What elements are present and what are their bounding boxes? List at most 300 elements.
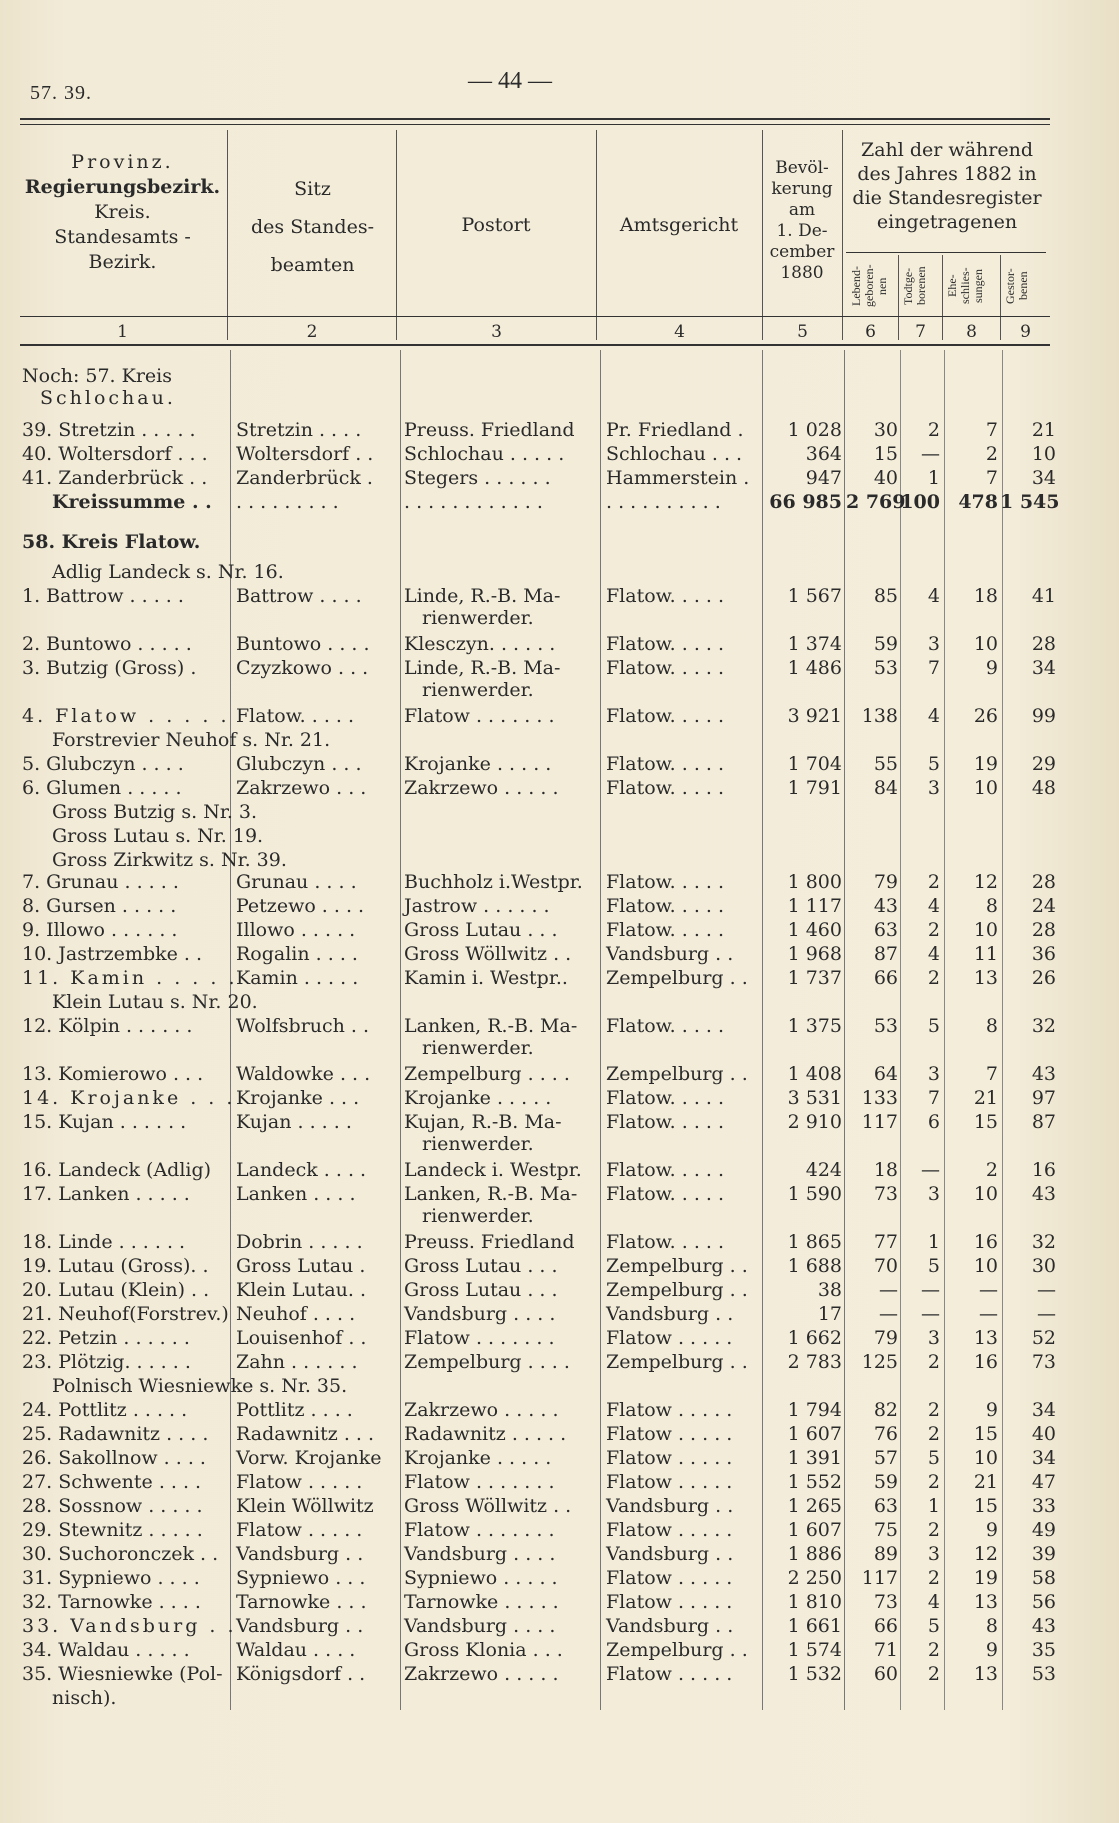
- table-cell: Pottlitz . . . .: [236, 1399, 353, 1421]
- table-cell: Gross Lutau .: [236, 1255, 366, 1277]
- table-cell: 4: [927, 705, 940, 727]
- table-cell: 40. Woltersdorf . . .: [22, 443, 208, 465]
- header-line: Bevöl-: [775, 158, 829, 178]
- header-line: cember: [769, 242, 835, 262]
- table-cell: 11: [973, 943, 998, 965]
- table-row: [0, 1494, 1119, 1518]
- header-line: des Standes-: [251, 216, 374, 238]
- table-cell: 34. Waldau . . . . .: [22, 1639, 190, 1661]
- table-cell: Kujan, R.-B. Ma-: [404, 1111, 562, 1133]
- table-cell: 16: [973, 1231, 998, 1253]
- table-cell: 38: [817, 1279, 842, 1301]
- header-province: [20, 150, 225, 275]
- table-cell: 39: [1031, 1543, 1056, 1565]
- table-cell: nisch).: [52, 1687, 117, 1709]
- table-cell: 24. Pottlitz . . . . .: [22, 1399, 188, 1421]
- table-cell: 36: [1031, 943, 1056, 965]
- header-deaths: Gestor-benen: [1003, 268, 1030, 304]
- table-cell: 43: [1031, 1063, 1056, 1085]
- table-cell: Flatow. . . . .: [606, 1111, 725, 1133]
- table-cell: Flatow. . . . .: [606, 1231, 725, 1253]
- table-cell: Flatow. . . . .: [606, 753, 725, 775]
- table-row: [0, 1230, 1119, 1254]
- table-cell: —: [921, 1279, 940, 1301]
- header-group: [844, 138, 1050, 234]
- table-cell: Gross Lutau . . .: [404, 1255, 558, 1277]
- table-cell: 2: [985, 1159, 998, 1181]
- table-cell: Flatow . . . . . . .: [404, 1327, 555, 1349]
- table-cell: 5: [927, 1255, 940, 1277]
- table-cell: 24: [1031, 895, 1056, 917]
- table-cell: 2 910: [787, 1111, 842, 1133]
- table-cell: Polnisch Wiesniewke s. Nr. 35.: [52, 1375, 348, 1397]
- table-cell: 49: [1031, 1519, 1056, 1541]
- table-row: [0, 824, 1119, 848]
- table-cell: 1 737: [787, 967, 842, 989]
- table-cell: 10: [973, 1183, 998, 1205]
- table-cell: Gross Wöllwitz . .: [404, 1495, 572, 1517]
- table-cell: Flatow. . . . .: [606, 1087, 725, 1109]
- table-cell: Illowo . . . . .: [236, 919, 356, 941]
- table-cell: 15: [973, 1495, 998, 1517]
- table-cell: 1 607: [787, 1519, 842, 1541]
- table-row: [0, 1302, 1119, 1326]
- header-line: Provinz.: [71, 151, 174, 173]
- table-cell: Flatow . . . . . . .: [404, 705, 555, 727]
- table-cell: 13: [973, 1591, 998, 1613]
- header-line: Kreis.: [94, 201, 151, 223]
- table-cell: 55: [873, 753, 898, 775]
- table-cell: 6: [927, 1111, 940, 1133]
- table-row: [0, 1374, 1119, 1398]
- table-cell: Louisenhof . .: [236, 1327, 367, 1349]
- table-cell: Zempelburg . .: [606, 1279, 748, 1301]
- table-cell: Vandsburg . . . .: [404, 1303, 556, 1325]
- table-cell: Flatow. . . . .: [606, 585, 725, 607]
- table-cell: Vandsburg . .: [606, 943, 734, 965]
- table-cell: 3: [927, 1183, 940, 1205]
- table-cell: 66 985: [769, 491, 842, 513]
- table-cell: Preuss. Friedland: [404, 1231, 575, 1253]
- table-cell: 12. Kölpin . . . . . .: [22, 1015, 193, 1037]
- table-cell: 1 865: [787, 1231, 842, 1253]
- table-cell: Zakrzewo . . .: [236, 777, 367, 799]
- table-cell: 4. Flatow . . . . .: [22, 705, 230, 727]
- table-cell: Kamin i. Westpr..: [404, 967, 568, 989]
- table-row: [0, 632, 1119, 656]
- table-cell: 8: [985, 1615, 998, 1637]
- table-row: [0, 848, 1119, 872]
- table-cell: 12: [973, 1543, 998, 1565]
- table-cell: 5: [927, 1447, 940, 1469]
- table-cell: 2: [927, 1663, 940, 1685]
- table-cell: 41. Zanderbrück . .: [22, 467, 208, 489]
- table-cell: —: [879, 1303, 898, 1325]
- table-cell: 1 532: [787, 1663, 842, 1685]
- table-cell: —: [979, 1303, 998, 1325]
- table-row: [0, 1278, 1119, 1302]
- header-population: [763, 158, 841, 284]
- table-cell: Flatow. . . . .: [606, 919, 725, 941]
- table-row: [0, 1036, 1119, 1060]
- table-cell: Sypniewo . . .: [236, 1567, 366, 1589]
- table-cell: 22. Petzin . . . . . .: [22, 1327, 190, 1349]
- table-cell: 8: [985, 895, 998, 917]
- table-cell: 27. Schwente . . . .: [22, 1471, 202, 1493]
- table-cell: Preuss. Friedland: [404, 419, 575, 441]
- table-cell: 56: [1031, 1591, 1056, 1613]
- table-cell: Neuhof . . . .: [236, 1303, 356, 1325]
- header-line: Regierungsbezirk.: [24, 176, 221, 198]
- table-cell: 43: [1031, 1615, 1056, 1637]
- header-rule: [20, 344, 1050, 346]
- table-row: [0, 1398, 1119, 1422]
- table-cell: 30. Suchoronczek . .: [22, 1543, 219, 1565]
- column-number: 3: [491, 322, 502, 342]
- table-cell: 73: [1031, 1351, 1056, 1373]
- table-cell: 15: [973, 1423, 998, 1445]
- table-cell: 79: [873, 1327, 898, 1349]
- table-cell: Radawnitz . . .: [236, 1423, 375, 1445]
- table-cell: —: [921, 1303, 940, 1325]
- table-cell: 1 567: [787, 585, 842, 607]
- table-cell: 11. Kamin . . . . .: [22, 967, 238, 989]
- table-row: [0, 990, 1119, 1014]
- table-cell: 1: [927, 1495, 940, 1517]
- table-cell: 16. Landeck (Adlig): [22, 1159, 212, 1181]
- table-row: [0, 530, 1119, 554]
- column-number: 4: [674, 322, 685, 342]
- table-cell: Vandsburg . .: [236, 1543, 364, 1565]
- table-cell: 5: [927, 1615, 940, 1637]
- table-cell: 10: [1031, 443, 1056, 465]
- table-cell: 7: [927, 657, 940, 679]
- header-divider: [596, 130, 597, 340]
- table-row: [0, 1110, 1119, 1134]
- table-cell: 4: [927, 943, 940, 965]
- table-cell: Klesczyn. . . . . .: [404, 633, 556, 655]
- table-row: [0, 466, 1119, 490]
- header-line: kerung: [771, 179, 833, 199]
- table-cell: 10: [973, 633, 998, 655]
- top-rule-thin: [20, 124, 1050, 125]
- table-cell: 2: [927, 1399, 940, 1421]
- table-cell: 1 574: [787, 1639, 842, 1661]
- table-cell: Zahn . . . . . .: [236, 1351, 358, 1373]
- header-line: 1. De-: [776, 221, 828, 241]
- table-cell: Flatow . . . . .: [606, 1447, 733, 1469]
- table-cell: 1 704: [787, 753, 842, 775]
- table-row: [0, 490, 1119, 514]
- table-cell: 17. Lanken . . . . .: [22, 1183, 190, 1205]
- table-cell: Czyzkowo . . .: [236, 657, 369, 679]
- table-cell: Landeck . . . .: [236, 1159, 367, 1181]
- table-cell: Zempelburg . .: [606, 967, 748, 989]
- table-cell: 125: [861, 1351, 898, 1373]
- table-row: [0, 584, 1119, 608]
- table-cell: 13: [973, 1663, 998, 1685]
- table-cell: Lanken . . . .: [236, 1183, 356, 1205]
- table-cell: 1 810: [787, 1591, 842, 1613]
- table-row: [0, 418, 1119, 442]
- table-cell: 9: [985, 657, 998, 679]
- table-cell: Linde, R.-B. Ma-: [404, 657, 561, 679]
- table-row: [0, 364, 1119, 388]
- table-cell: 364: [805, 443, 842, 465]
- table-cell: 1: [927, 467, 940, 489]
- table-cell: 2: [927, 1351, 940, 1373]
- table-cell: 1 886: [787, 1543, 842, 1565]
- top-rule: [20, 118, 1050, 120]
- table-cell: 26. Sakollnow . . . .: [22, 1447, 206, 1469]
- table-cell: 1 028: [787, 419, 842, 441]
- table-cell: . . . . . . . . . .: [606, 491, 721, 513]
- table-cell: Pr. Friedland .: [606, 419, 744, 441]
- table-cell: 1 486: [787, 657, 842, 679]
- header-line: Standesamts - Bezirk.: [54, 226, 191, 273]
- table-cell: Klein Lutau. .: [236, 1279, 367, 1301]
- table-row: [0, 442, 1119, 466]
- table-cell: 18: [873, 1159, 898, 1181]
- table-cell: 21: [1031, 419, 1056, 441]
- table-cell: Schlochau . . .: [606, 443, 743, 465]
- table-cell: 23. Plötzig. . . . . .: [22, 1351, 191, 1373]
- table-cell: Stegers . . . . . .: [404, 467, 551, 489]
- table-cell: Waldau . . . .: [236, 1639, 356, 1661]
- table-cell: 3: [927, 1063, 940, 1085]
- table-cell: 2 250: [787, 1567, 842, 1589]
- table-row: [0, 1182, 1119, 1206]
- table-cell: Flatow . . . . . . .: [404, 1471, 555, 1493]
- table-cell: 82: [873, 1399, 898, 1421]
- table-row: [0, 870, 1119, 894]
- table-row: [0, 1518, 1119, 1542]
- table-cell: 32: [1031, 1015, 1056, 1037]
- table-cell: 6. Glumen . . . . .: [22, 777, 182, 799]
- table-cell: 133: [861, 1087, 898, 1109]
- table-cell: 87: [1031, 1111, 1056, 1133]
- header-stillbirths: Todtge-borenen: [901, 266, 928, 306]
- table-cell: 29: [1031, 753, 1056, 775]
- table-cell: Forstrevier Neuhof s. Nr. 21.: [52, 729, 331, 751]
- table-cell: Zempelburg . . . .: [404, 1063, 570, 1085]
- table-cell: 26: [1031, 967, 1056, 989]
- table-cell: 29. Stewnitz . . . . .: [22, 1519, 203, 1541]
- table-cell: rienwerder.: [422, 1037, 534, 1059]
- table-cell: rienwerder.: [422, 679, 534, 701]
- table-cell: 17: [817, 1303, 842, 1325]
- table-cell: Linde, R.-B. Ma-: [404, 585, 561, 607]
- table-cell: Vandsburg . .: [236, 1615, 364, 1637]
- table-cell: Flatow . . . . .: [606, 1399, 733, 1421]
- table-row: [0, 1326, 1119, 1350]
- table-cell: 3: [927, 1543, 940, 1565]
- table-cell: Vandsburg . .: [606, 1495, 734, 1517]
- table-cell: Klein Lutau s. Nr. 20.: [52, 991, 258, 1013]
- table-cell: 34: [1031, 1399, 1056, 1421]
- table-row: [0, 1422, 1119, 1446]
- table-cell: Grunau . . . .: [236, 871, 357, 893]
- table-cell: rienwerder.: [422, 1205, 534, 1227]
- table-cell: 1 800: [787, 871, 842, 893]
- table-cell: 1 545: [1000, 491, 1060, 513]
- table-cell: 25. Radawnitz . . . .: [22, 1423, 209, 1445]
- table-cell: 424: [805, 1159, 842, 1181]
- table-cell: 1 791: [787, 777, 842, 799]
- table-cell: 1 374: [787, 633, 842, 655]
- table-cell: 64: [873, 1063, 898, 1085]
- table-cell: 12: [973, 871, 998, 893]
- table-cell: Tarnowke . . . . .: [404, 1591, 559, 1613]
- table-cell: Flatow . . . . . . .: [404, 1519, 555, 1541]
- table-cell: 2: [927, 1639, 940, 1661]
- table-cell: 30: [873, 419, 898, 441]
- table-cell: Flatow . . . . .: [606, 1663, 733, 1685]
- table-cell: 34: [1031, 467, 1056, 489]
- table-row: [0, 560, 1119, 584]
- table-row: [0, 1614, 1119, 1638]
- header-line: 1880: [780, 263, 824, 283]
- table-cell: 9: [985, 1519, 998, 1541]
- table-cell: 3 921: [787, 705, 842, 727]
- table-cell: 7: [985, 419, 998, 441]
- table-cell: Flatow . . . . .: [606, 1591, 733, 1613]
- table-cell: 79: [873, 871, 898, 893]
- header-rule: [20, 316, 1050, 317]
- header-divider: [227, 130, 228, 340]
- table-cell: Zempelburg . .: [606, 1063, 748, 1085]
- table-cell: 41: [1031, 585, 1056, 607]
- table-cell: 33: [1031, 1495, 1056, 1517]
- table-cell: 47: [1031, 1471, 1056, 1493]
- table-cell: Stretzin . . . .: [236, 419, 362, 441]
- table-row: [0, 966, 1119, 990]
- table-cell: Flatow . . . . .: [606, 1471, 733, 1493]
- table-cell: 73: [873, 1591, 898, 1613]
- table-cell: 3: [927, 633, 940, 655]
- table-cell: 28: [1031, 871, 1056, 893]
- table-cell: Schlochau.: [40, 387, 176, 409]
- table-row: [0, 942, 1119, 966]
- table-cell: 1 662: [787, 1327, 842, 1349]
- table-cell: 59: [873, 1471, 898, 1493]
- table-cell: Wolfsbruch . .: [236, 1015, 370, 1037]
- table-cell: 2: [985, 443, 998, 465]
- table-row: [0, 1158, 1119, 1182]
- table-cell: 18: [973, 585, 998, 607]
- table-cell: 40: [873, 467, 898, 489]
- table-cell: Vandsburg . .: [606, 1615, 734, 1637]
- table-cell: 2: [927, 1519, 940, 1541]
- table-row: [0, 1132, 1119, 1156]
- table-row: [0, 1350, 1119, 1374]
- table-cell: 58: [1031, 1567, 1056, 1589]
- table-cell: 87: [873, 943, 898, 965]
- table-cell: 10: [973, 919, 998, 941]
- table-cell: 478: [958, 491, 998, 513]
- table-cell: 77: [873, 1231, 898, 1253]
- table-cell: Vorw. Krojanke: [236, 1447, 382, 1469]
- table-cell: Krojanke . . . . .: [404, 1087, 552, 1109]
- table-cell: Gross Lutau s. Nr. 19.: [52, 825, 264, 847]
- table-cell: 9: [985, 1399, 998, 1421]
- table-cell: Lanken, R.-B. Ma-: [404, 1015, 578, 1037]
- table-cell: 1 968: [787, 943, 842, 965]
- table-cell: 100: [900, 491, 940, 513]
- column-number: 2: [306, 322, 318, 342]
- table-cell: 2: [927, 919, 940, 941]
- table-cell: 9: [985, 1639, 998, 1661]
- table-cell: Flatow. . . . .: [236, 705, 355, 727]
- table-cell: 1 265: [787, 1495, 842, 1517]
- table-cell: 4: [927, 895, 940, 917]
- table-cell: 1 117: [787, 895, 842, 917]
- table-cell: Kujan . . . . .: [236, 1111, 352, 1133]
- table-cell: 18. Linde . . . . . .: [22, 1231, 186, 1253]
- table-cell: Zakrzewo . . . . .: [404, 1399, 559, 1421]
- table-cell: 43: [1031, 1183, 1056, 1205]
- table-cell: Hammerstein .: [606, 467, 750, 489]
- table-cell: Kamin . . . . .: [236, 967, 359, 989]
- table-cell: 39. Stretzin . . . . .: [22, 419, 196, 441]
- table-cell: 60: [873, 1663, 898, 1685]
- table-cell: 2 783: [787, 1351, 842, 1373]
- table-row: [0, 1566, 1119, 1590]
- table-cell: Adlig Landeck s. Nr. 16.: [52, 561, 284, 583]
- table-row: [0, 1446, 1119, 1470]
- table-cell: 3 531: [787, 1087, 842, 1109]
- table-cell: 10: [973, 1447, 998, 1469]
- table-cell: 947: [805, 467, 842, 489]
- table-cell: Flatow . . . . .: [606, 1519, 733, 1541]
- header-postort: Postort: [461, 214, 531, 236]
- table-cell: 117: [861, 1111, 898, 1133]
- table-cell: . . . . . . . . . . . .: [404, 491, 543, 513]
- table-cell: 1 661: [787, 1615, 842, 1637]
- table-cell: 1 391: [787, 1447, 842, 1469]
- table-cell: 1 375: [787, 1015, 842, 1037]
- table-cell: Waldowke . . .: [236, 1063, 371, 1085]
- table-cell: 15: [973, 1111, 998, 1133]
- table-cell: 15. Kujan . . . . . .: [22, 1111, 187, 1133]
- table-cell: Landeck i. Westpr.: [404, 1159, 582, 1181]
- table-cell: Krojanke . . . . .: [404, 753, 552, 775]
- table-cell: Gross Zirkwitz s. Nr. 39.: [52, 849, 287, 871]
- table-cell: Schlochau . . . . .: [404, 443, 565, 465]
- table-cell: Radawnitz . . . . .: [404, 1423, 567, 1445]
- table-cell: Dobrin . . . . .: [236, 1231, 363, 1253]
- table-cell: Vandsburg . . . .: [404, 1543, 556, 1565]
- table-cell: 66: [873, 967, 898, 989]
- table-cell: 53: [1031, 1663, 1056, 1685]
- table-cell: Zakrzewo . . . . .: [404, 1663, 559, 1685]
- table-cell: Kreissumme . .: [52, 491, 212, 513]
- table-cell: 28: [1031, 919, 1056, 941]
- table-cell: 3. Butzig (Gross) .: [22, 657, 197, 679]
- table-cell: 1 590: [787, 1183, 842, 1205]
- table-cell: Buchholz i.Westpr.: [404, 871, 583, 893]
- table-cell: 53: [873, 1015, 898, 1037]
- header-line: Sitz: [294, 178, 331, 200]
- table-cell: Lanken, R.-B. Ma-: [404, 1183, 578, 1205]
- table-cell: Flatow. . . . .: [606, 705, 725, 727]
- table-cell: Gross Butzig s. Nr. 3.: [52, 801, 258, 823]
- table-cell: 7: [985, 1063, 998, 1085]
- table-cell: Tarnowke . . .: [236, 1591, 367, 1613]
- table-cell: Krojanke . . .: [236, 1087, 360, 1109]
- table-cell: Klein Wöllwitz: [236, 1495, 374, 1517]
- header-line: beamten: [270, 254, 355, 276]
